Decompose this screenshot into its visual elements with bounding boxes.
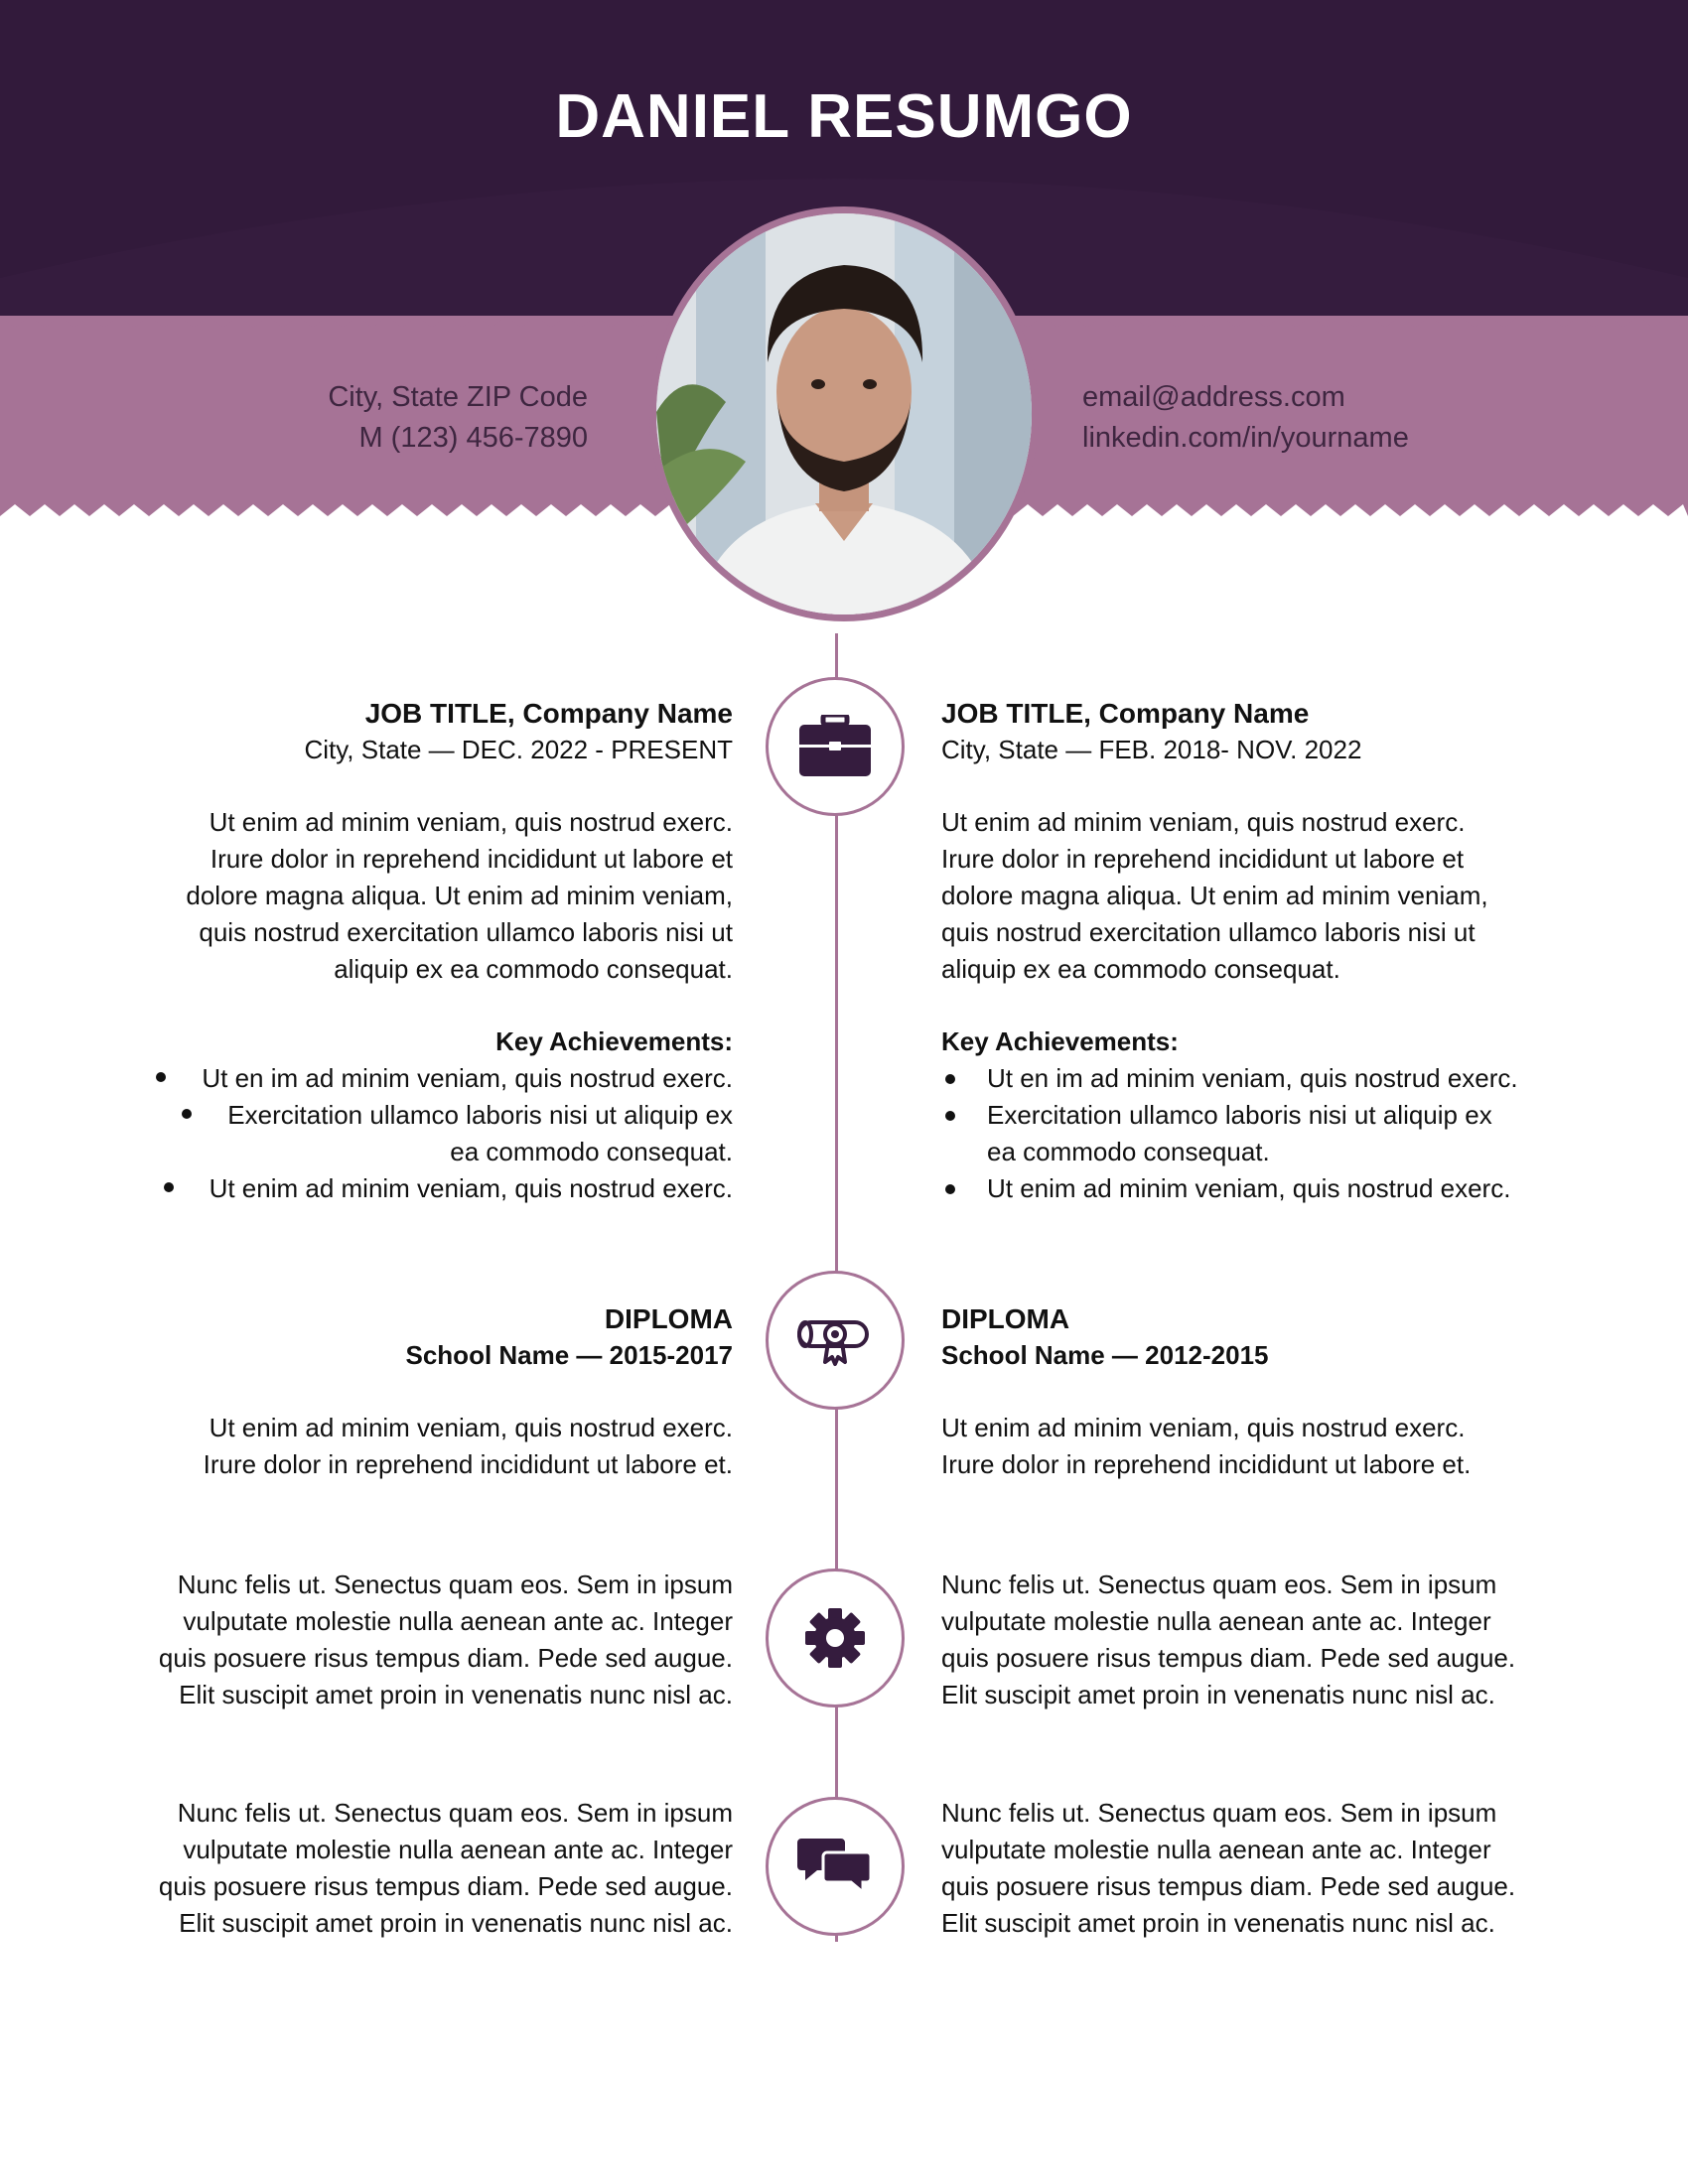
education-description: Ut enim ad minim veniam, quis nostrud exerc. Irure dolor in reprehend incididunt ut labore et. xyxy=(941,1413,1472,1479)
timeline-node-work xyxy=(766,677,905,816)
profile-photo xyxy=(649,206,1039,621)
list-item: Ut en im ad minim veniam, quis nostrud exerc. xyxy=(97,1060,733,1097)
linkedin-text: linkedin.com/in/yourname xyxy=(1082,422,1409,454)
communication-text-left: Nunc felis ut. Senectus quam eos. Sem in ipsum vulputate molestie nulla aenean ante ac. Integer quis posuere risus tempus diam. Pede sed augue. Elit suscipit amet proin in venenatis nunc nisl ac. xyxy=(158,1798,733,1938)
communication-text-right: Nunc felis ut. Senectus quam eos. Sem in ipsum vulputate molestie nulla aenean ante ac. Integer quis posuere risus tempus diam. Pede sed augue. Elit suscipit amet proin in venenatis nunc nisl ac. xyxy=(941,1798,1516,1938)
timeline-node-communication xyxy=(766,1797,905,1936)
degree-title: DIPLOMA xyxy=(604,1303,733,1334)
list-item: Exercitation ullamco laboris nisi ut aliquip ex ea commodo consequat. xyxy=(941,1097,1577,1170)
job-location-dates: City, State — DEC. 2022 - PRESENT xyxy=(304,735,733,764)
job-description: Ut enim ad minim veniam, quis nostrud exerc. Irure dolor in reprehend incididunt ut labore et dolore magna aliqua. Ut enim ad minim veniam, quis nostrud exercitation ullamco laboris nisi ut aliquip ex ea commodo consequat. xyxy=(941,807,1488,984)
education-entry-right xyxy=(941,1300,1577,1483)
skills-text-right: Nunc felis ut. Senectus quam eos. Sem in ipsum vulputate molestie nulla aenean ante ac. Integer quis posuere risus tempus diam. Pede sed augue. Elit suscipit amet proin in venenatis nunc nisl ac. xyxy=(941,1570,1516,1709)
work-entry-left xyxy=(97,695,733,1207)
address-text: City, State ZIP Code xyxy=(328,381,588,413)
email-text: email@address.com xyxy=(1082,381,1345,413)
portrait-image xyxy=(656,213,1032,614)
education-entry-left xyxy=(97,1300,733,1483)
education-description: Ut enim ad minim veniam, quis nostrud exerc. Irure dolor in reprehend incididunt ut labore et. xyxy=(203,1413,733,1479)
timeline-node-education xyxy=(766,1271,905,1410)
briefcase-icon xyxy=(797,715,873,778)
timeline-node-skills xyxy=(766,1569,905,1707)
candidate-name: DANIEL RESUMGO xyxy=(555,82,1133,151)
list-item: Ut en im ad minim veniam, quis nostrud exerc. xyxy=(941,1060,1577,1097)
school-dates: School Name — 2012-2015 xyxy=(941,1340,1269,1370)
school-dates: School Name — 2015-2017 xyxy=(405,1340,733,1370)
achievements-label: Key Achievements: xyxy=(941,1026,1179,1056)
chat-bubbles-icon xyxy=(797,1837,873,1896)
diploma-icon xyxy=(795,1312,875,1368)
skills-text-left: Nunc felis ut. Senectus quam eos. Sem in ipsum vulputate molestie nulla aenean ante ac. Integer quis posuere risus tempus diam. Pede sed augue. Elit suscipit amet proin in venenatis nunc nisl ac. xyxy=(158,1570,733,1709)
contact-left xyxy=(328,377,588,459)
job-title: JOB TITLE, Company Name xyxy=(364,698,733,729)
work-entry-right xyxy=(941,695,1577,1207)
achievements-label: Key Achievements: xyxy=(495,1026,733,1056)
achievements-list xyxy=(97,1060,733,1207)
phone-text: M (123) 456-7890 xyxy=(358,422,588,454)
job-title: JOB TITLE, Company Name xyxy=(941,698,1310,729)
contact-right xyxy=(1082,377,1409,459)
list-item: Ut enim ad minim veniam, quis nostrud exerc. xyxy=(97,1170,733,1207)
gear-icon xyxy=(803,1606,867,1670)
list-item: Ut enim ad minim veniam, quis nostrud exerc. xyxy=(941,1170,1577,1207)
list-item: Exercitation ullamco laboris nisi ut aliquip ex ea commodo consequat. xyxy=(97,1097,733,1170)
degree-title: DIPLOMA xyxy=(941,1303,1070,1334)
job-location-dates: City, State — FEB. 2018- NOV. 2022 xyxy=(941,735,1362,764)
job-description: Ut enim ad minim veniam, quis nostrud exerc. Irure dolor in reprehend incididunt ut labore et dolore magna aliqua. Ut enim ad minim veniam, quis nostrud exercitation ullamco laboris nisi ut aliquip ex ea commodo consequat. xyxy=(186,807,733,984)
achievements-list xyxy=(941,1060,1577,1207)
